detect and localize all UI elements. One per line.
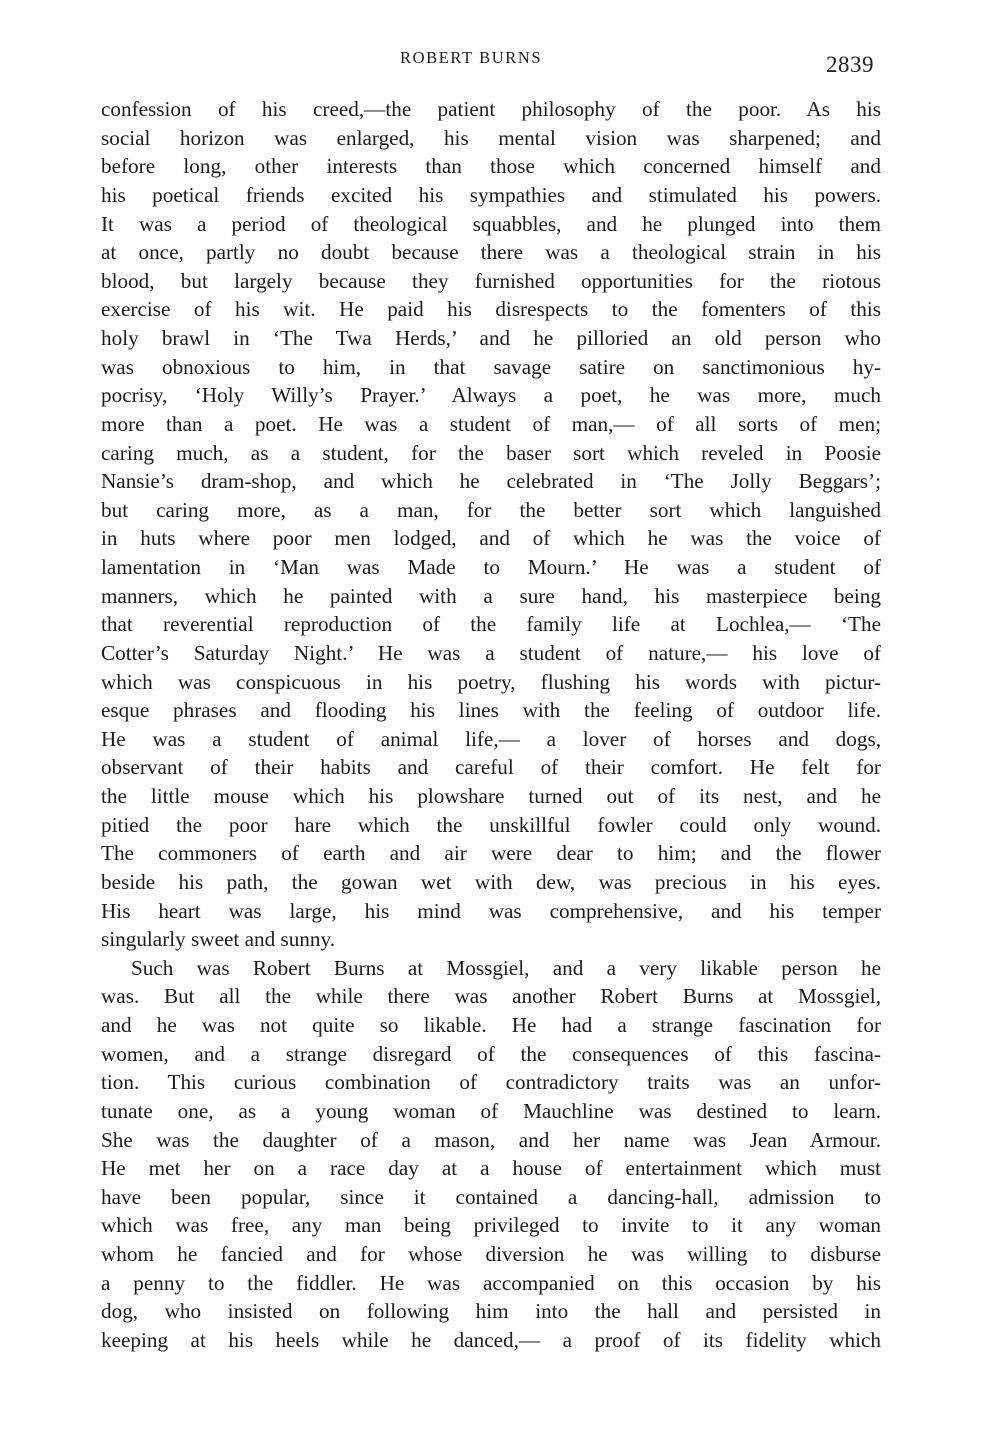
- text-line: singularly sweet and sunny.: [101, 927, 336, 952]
- text-line: She was the daughter of a mason, and her name was Jean Armour.: [101, 1127, 881, 1152]
- paragraph-1: [101, 95, 881, 954]
- text-line: have been popular, since it contained a dancing-hall, admission to: [101, 1184, 881, 1209]
- text-line: whom he fancied and for whose diversion he was willing to disburse: [101, 1242, 881, 1266]
- text-line: holy brawl in ‘The Twa Herds,’ and he pilloried an old person who: [101, 326, 881, 350]
- running-title: ROBERT BURNS: [400, 48, 543, 67]
- text-line: It was a period of theological squabbles, and he plunged into them: [101, 211, 881, 236]
- text-line: at once, partly no doubt because there was a theological strain in his: [101, 240, 881, 265]
- text-line: the little mouse which his plowshare turned out of its nest, and he: [101, 784, 881, 808]
- text-line: Such was Robert Burns at Mossgiel, and a very likable person he: [131, 955, 881, 980]
- text-line: He was a student of animal life,— a lover of horses and dogs,: [101, 726, 881, 751]
- text-line: was. But all the while there was another Robert Burns at Mossgiel,: [101, 984, 881, 1009]
- text-line: dog, who insisted on following him into the hall and persisted in: [101, 1299, 881, 1324]
- text-line: lamentation in ‘Man was Made to Mourn.’ He was a student of: [101, 555, 881, 579]
- text-line: women, and a strange disregard of the consequences of this fascina-: [101, 1041, 881, 1066]
- text-line: that reverential reproduction of the family life at Lochlea,— ‘The: [101, 612, 881, 637]
- text-line: which was conspicuous in his poetry, flushing his words with pictur-: [101, 669, 881, 694]
- text-line: pocrisy, ‘Holy Willy’s Prayer.’ Always a poet, he was more, much: [101, 383, 881, 408]
- text-line: pitied the poor hare which the unskillful fowler could only wound.: [101, 812, 881, 837]
- text-line: in huts where poor men lodged, and of which he was the voice of: [101, 526, 881, 551]
- text-line: The commoners of earth and air were dear to him; and the flower: [101, 841, 881, 866]
- text-line: esque phrases and flooding his lines with the feeling of outdoor life.: [101, 698, 881, 723]
- text-line: Nansie’s dram-shop, and which he celebrated in ‘The Jolly Beggars’;: [101, 469, 881, 494]
- text-line: social horizon was enlarged, his mental vision was sharpened; and: [101, 125, 881, 150]
- text-line: beside his path, the gowan wet with dew, was precious in his eyes.: [101, 869, 881, 894]
- text-line: exercise of his wit. He paid his disrespects to the fomenters of this: [101, 297, 881, 322]
- text-line: confession of his creed,—the patient philosophy of the poor. As his: [101, 97, 881, 121]
- text-line: caring much, as a student, for the baser sort which reveled in Poosie: [101, 440, 881, 465]
- text-line: keeping at his heels while he danced,— a proof of its fidelity which: [101, 1327, 881, 1352]
- text-line: tunate one, as a young woman of Mauchline was destined to learn.: [101, 1098, 881, 1123]
- running-head: [0, 48, 1000, 77]
- text-line: but caring more, as a man, for the better sort which languished: [101, 497, 881, 522]
- body-text: [101, 95, 881, 1355]
- text-line: observant of their habits and careful of their comfort. He felt for: [101, 755, 881, 780]
- text-line: was obnoxious to him, in that savage satire on sanctimonious hy-: [101, 354, 881, 379]
- text-line: Cotter’s Saturday Night.’ He was a student of nature,— his love of: [101, 640, 881, 665]
- text-line: blood, but largely because they furnished opportunities for the riotous: [101, 268, 881, 293]
- text-line: more than a poet. He was a student of man,— of all sorts of men;: [101, 411, 881, 436]
- text-line: He met her on a race day at a house of entertainment which must: [101, 1156, 881, 1181]
- text-line: a penny to the fiddler. He was accompanied on this occasion by his: [101, 1270, 881, 1295]
- text-line: tion. This curious combination of contradictory traits was an unfor-: [101, 1070, 881, 1095]
- paragraph-2: [101, 954, 881, 1355]
- text-line: which was free, any man being privileged to invite to it any woman: [101, 1213, 881, 1238]
- text-line: his poetical friends excited his sympathies and stimulated his powers.: [101, 182, 881, 207]
- text-line: manners, which he painted with a sure hand, his masterpiece being: [101, 583, 881, 608]
- text-line: and he was not quite so likable. He had a strange fascination for: [101, 1013, 881, 1037]
- text-line: before long, other interests than those which concerned himself and: [101, 154, 881, 179]
- text-line: His heart was large, his mind was comprehensive, and his temper: [101, 898, 881, 923]
- page-number: 2839: [826, 52, 874, 77]
